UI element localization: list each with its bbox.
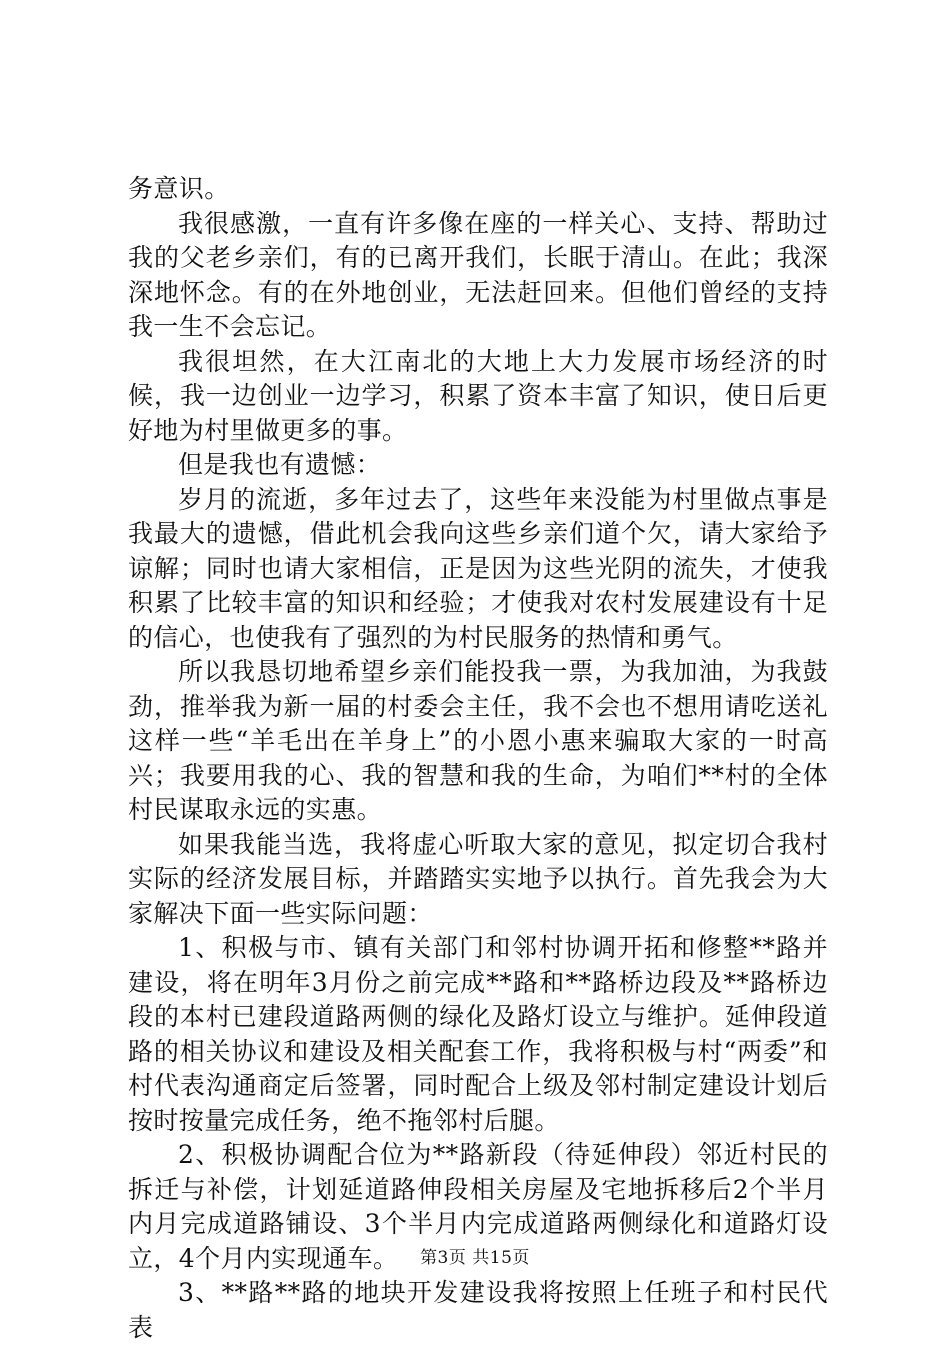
paragraph-item-3: 3、**路**路的地块开发建设我将按照上任班子和村民代表 <box>128 1278 828 1342</box>
paragraph-regret-intro: 但是我也有遗憾： <box>178 450 382 479</box>
paragraph-item-1: 1、积极与市、镇有关部门和邻村协调开拓和修整**路并建设，将在明年3月份之前完成**路和**路桥边段及**路桥边段的本村已建段道路两侧的绿化及路灯设立与维护。延伸段道路的相关协议和建设及相关配套工作，我将积极与村“两委”和村代表沟通商定后签署，同时配合上级及邻村制定建设计划后按时按量完成任务，绝不拖邻村后腿。 <box>128 933 828 1135</box>
paragraph-gratitude: 我很感激，一直有许多像在座的一样关心、支持、帮助过我的父老乡亲们，有的已离开我们，长眠于清山。在此；我深深地怀念。有的在外地创业，无法赶回来。但他们曾经的支持我一生不会忘记。 <box>128 208 828 341</box>
document-body <box>128 172 828 1345</box>
paragraph-appeal: 所以我恳切地希望乡亲们能投我一票，为我加油，为我鼓劲，推举我为新一届的村委会主任，我不会也不想用请吃送礼这样一些“羊毛出在羊身上”的小恩小惠来骗取大家的一时高兴；我要用我的心、我的智慧和我的生命，为咱们**村的全体村民谋取永远的实惠。 <box>128 657 828 824</box>
paragraph-continuation: 务意识。 <box>128 174 230 203</box>
paragraph-plan-intro: 如果我能当选，我将虚心听取大家的意见，拟定切合我村实际的经济发展目标，并踏踏实实地予以执行。首先我会为大家解决下面一些实际问题： <box>128 829 828 928</box>
paragraph-composure: 我很坦然，在大江南北的大地上大力发展市场经济的时候，我一边创业一边学习，积累了资本丰富了知识，使日后更好地为村里做更多的事。 <box>128 346 828 445</box>
paragraph-regret: 岁月的流逝，多年过去了，这些年来没能为村里做点事是我最大的遗憾，借此机会我向这些乡亲们道个欠，请大家给予谅解；同时也请大家相信，正是因为这些光阴的流失，才使我积累了比较丰富的知识和经验；才使我对农村发展建设有十足的信心，也使我有了强烈的为村民服务的热情和勇气。 <box>128 484 828 652</box>
page-number-label: 第3页 共15页 <box>420 1248 530 1268</box>
paragraph-item-2: 2、积极协调配合位为**路新段（待延伸段）邻近村民的拆迁与补偿，计划延道路伸段相关房屋及宅地拆移后2个半月内月完成道路铺设、3个半月内完成道路两侧绿化和道路灯设立，4个月内实现通车。 <box>128 1140 828 1273</box>
page-footer <box>0 1243 950 1268</box>
